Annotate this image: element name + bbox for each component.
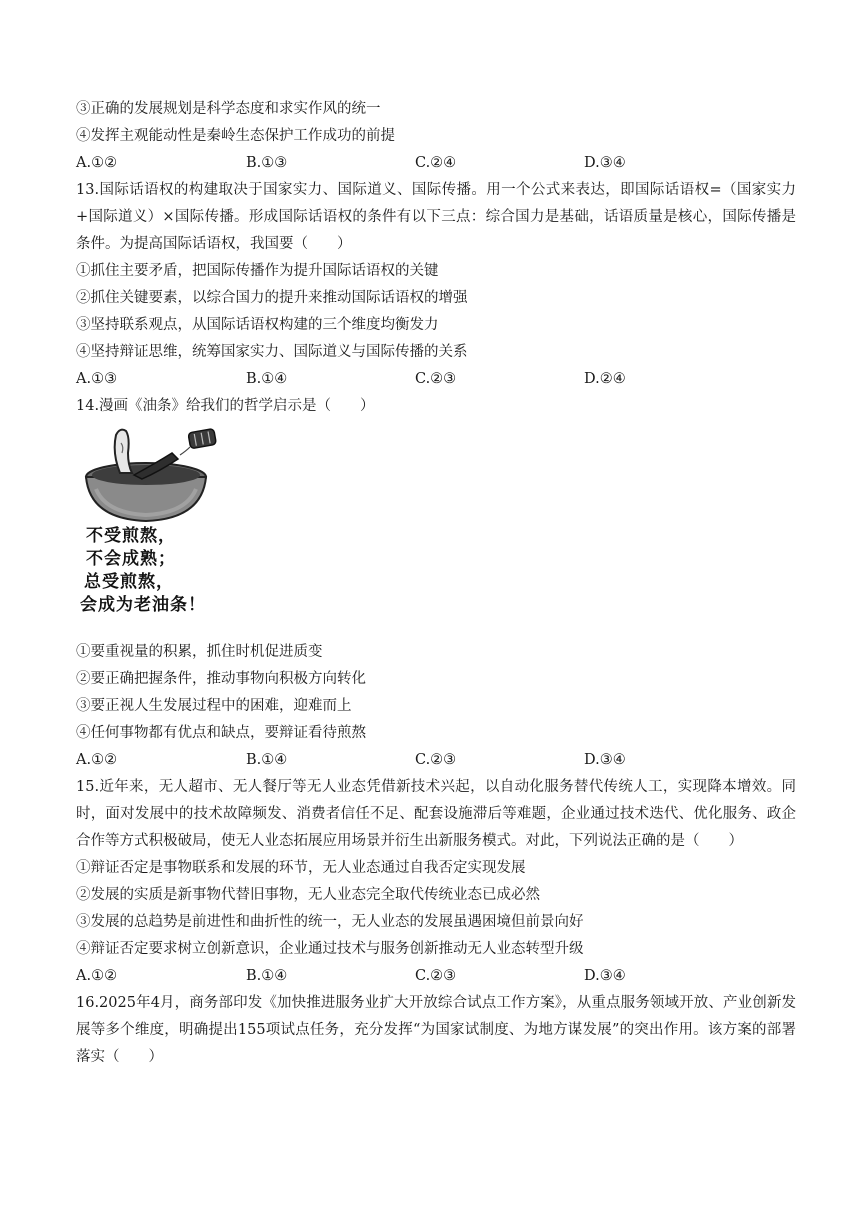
- choice-c: C.②④: [415, 155, 457, 171]
- youtiao-cartoon: [76, 423, 206, 635]
- q13-option-1: ①抓住主要矛盾，把国际传播作为提升国际话语权的关键: [76, 263, 439, 279]
- choice-d: D.③④: [584, 155, 626, 171]
- choice-d: D.③④: [584, 752, 626, 768]
- q14-option-4: ④任何事物都有优点和缺点，要辩证看待煎熬: [76, 725, 366, 741]
- q14-option-3: ③要正视人生发展过程中的困难，迎难而上: [76, 698, 352, 714]
- q15-option-3: ③发展的总趋势是前进性和曲折性的统一，无人业态的发展虽遇困境但前景向好: [76, 914, 584, 930]
- q12-option-4: ④发挥主观能动性是秦岭生态保护工作成功的前提: [76, 128, 395, 144]
- q15-option-1: ①辩证否定是事物联系和发展的环节，无人业态通过自我否定实现发展: [76, 860, 526, 876]
- q12-option-3: ③正确的发展规划是科学态度和求实作风的统一: [76, 101, 381, 117]
- choice-c: C.②③: [415, 968, 457, 984]
- caption-line-2: 不会成熟；: [86, 549, 176, 569]
- q14-option-2: ②要正确把握条件，推动事物向积极方向转化: [76, 671, 366, 687]
- q15-choices: [76, 963, 796, 990]
- q12-choices: [76, 150, 796, 177]
- choice-b: B.①④: [246, 371, 288, 387]
- q15-option-4: ④辩证否定要求树立创新意识，企业通过技术与服务创新推动无人业态转型升级: [76, 941, 584, 957]
- choice-a: A.①②: [76, 968, 118, 984]
- choice-c: C.②③: [415, 752, 457, 768]
- choice-a: A.①③: [76, 371, 118, 387]
- q15-stem: 15.近年来，无人超市、无人餐厅等无人业态凭借新技术兴起，以自动化服务替代传统人工，实现降本增效。同时，面对发展中的技术故障频发、消费者信任不足、配套设施滞后等难题，企业通过技术迭代、优化服务、政企合作等方式积极破局，使无人业态拓展应用场景并衍生出新服务模式。对此，下列说法正确的是（ ）: [76, 779, 796, 849]
- caption-line-4: 会成为老油条！: [80, 595, 206, 615]
- q13-stem: 13.国际话语权的构建取决于国家实力、国际道义、国际传播。用一个公式来表达，即国际话语权=（国家实力+国际道义）×国际传播。形成国际话语权的条件有以下三点：综合国力是基础，话语质量是核心，国际传播是条件。为提高国际话语权，我国要（ ）: [76, 182, 796, 252]
- q14-choices: [76, 747, 796, 774]
- caption-line-3: 总受煎熬，: [84, 572, 174, 592]
- q13-choices: [76, 366, 796, 393]
- q13-option-2: ②抓住关键要素，以综合国力的提升来推动国际话语权的增强: [76, 290, 468, 306]
- cartoon-caption: [80, 525, 210, 617]
- q13-option-3: ③坚持联系观点，从国际话语权构建的三个维度均衡发力: [76, 317, 439, 333]
- q14-stem: 14.漫画《油条》给我们的哲学启示是（ ）: [76, 398, 375, 414]
- q15-option-2: ②发展的实质是新事物代替旧事物，无人业态完全取代传统业态已成必然: [76, 887, 540, 903]
- choice-d: D.②④: [584, 371, 626, 387]
- choice-d: D.③④: [584, 968, 626, 984]
- caption-line-1: 不受煎熬，: [86, 526, 176, 546]
- choice-a: A.①②: [76, 752, 118, 768]
- wok-illustration: [76, 423, 236, 527]
- choice-a: A.①②: [76, 155, 118, 171]
- choice-b: B.①④: [246, 752, 288, 768]
- q16-stem: 16.2025年4月，商务部印发《加快推进服务业扩大开放综合试点工作方案》，从重点服务领域开放、产业创新发展等多个维度，明确提出155项试点任务，充分发挥“为国家试制度、为地方谋发展”的突出作用。该方案的部署落实（ ）: [76, 995, 796, 1065]
- exam-page: [76, 96, 796, 1071]
- q14-option-1: ①要重视量的积累，抓住时机促进质变: [76, 644, 323, 660]
- choice-b: B.①③: [246, 155, 288, 171]
- choice-b: B.①④: [246, 968, 288, 984]
- choice-c: C.②③: [415, 371, 457, 387]
- q13-option-4: ④坚持辩证思维，统筹国家实力、国际道义与国际传播的关系: [76, 344, 468, 360]
